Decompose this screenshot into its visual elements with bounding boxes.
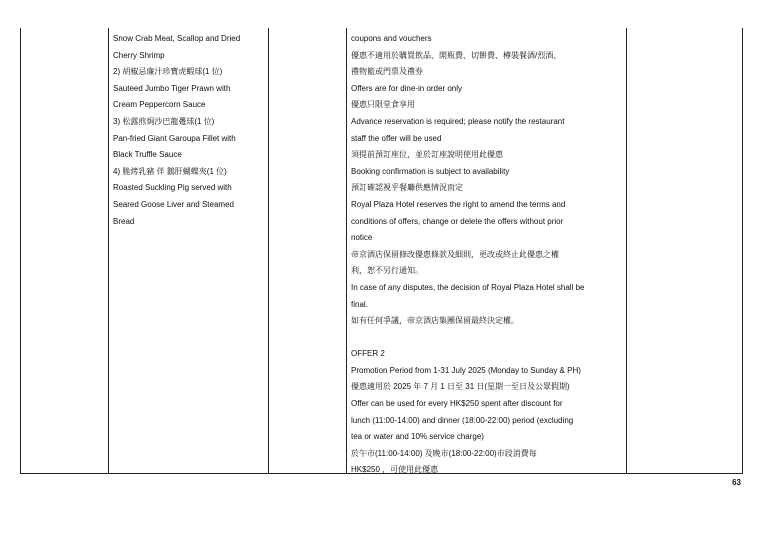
- text-line: Offers are for dine-in order only: [351, 83, 463, 93]
- text-line: Cream Peppercorn Sauce: [113, 100, 206, 110]
- menu-description-cell: [113, 31, 240, 230]
- text-line: 優惠只限堂食享用: [351, 100, 415, 110]
- text-line: 帝京酒店保留修改優惠條款及細則，更改或終止此優惠之權: [351, 249, 559, 259]
- text-line: Seared Goose Liver and Steamed: [113, 199, 234, 209]
- text-line: 預訂確認視乎餐廳供應情況而定: [351, 183, 463, 193]
- text-line: Black Truffle Sauce: [113, 150, 182, 160]
- text-line: OFFER 2: [351, 349, 385, 359]
- text-line: In case of any disputes, the decision of Royal Plaza Hotel shall be: [351, 282, 585, 292]
- text-line: 利，恕不另行通知。: [351, 266, 423, 276]
- text-line: 禮物籃或門票及禮券: [351, 67, 423, 77]
- text-line: Snow Crab Meat, Scallop and Dried: [113, 34, 241, 43]
- text-line: 如有任何爭議，帝京酒店集團保留最終決定權。: [351, 316, 519, 326]
- text-line: Bread: [113, 216, 135, 226]
- text-line: Sauteed Jumbo Tiger Prawn with: [113, 83, 231, 93]
- text-line: Pan-fried Giant Garoupa Fillet with: [113, 133, 236, 143]
- column-divider: [108, 28, 109, 474]
- page-number: 63: [732, 478, 741, 487]
- text-line: final.: [351, 299, 368, 309]
- column-divider: [268, 28, 269, 474]
- text-line: tea or water and 10% service charge): [351, 432, 484, 442]
- text-line: conditions of offers, change or delete the offers without prior: [351, 216, 564, 226]
- text-line: Cherry Shrimp: [113, 50, 165, 60]
- text-line: Promotion Period from 1-31 July 2025 (Monday to Sunday & PH): [351, 365, 581, 375]
- text-line: 優惠適用於 2025 年 7 月 1 日至 31 日(星期一至日及公眾假期): [351, 382, 570, 392]
- text-line: lunch (11:00-14:00) and dinner (18:00-22:00) period (excluding: [351, 415, 574, 425]
- text-line: staff the offer will be used: [351, 133, 442, 143]
- column-divider: [626, 28, 627, 474]
- text-line: 4) 脆烤乳豬 伴 鵝肝蝴蝶夾(1 位): [113, 166, 227, 176]
- text-line: Royal Plaza Hotel reserves the right to amend the terms and: [351, 199, 566, 209]
- text-line: 2) 胡椒忌廉汁珍寶虎蝦球(1 位): [113, 67, 223, 77]
- text-line: notice: [351, 233, 373, 243]
- text-line: Roasted Suckling Pig served with: [113, 183, 232, 193]
- text-line: HK$250 ，可使用此優惠: [351, 465, 439, 475]
- text-line: 於午市(11:00-14:00) 及晚市(18:00-22:00)市段消費每: [351, 448, 537, 458]
- column-divider: [346, 28, 347, 474]
- text-line: Offer can be used for every HK$250 spent after discount for: [351, 399, 563, 409]
- text-line: 優惠不適用於購買飲品、開瓶費、切餅費、樽裝餐酒/烈酒、: [351, 50, 562, 60]
- text-line: Advance reservation is required; please notify the restaurant: [351, 116, 565, 126]
- text-line: 須提前預訂座位，並於訂座說明使用此優惠: [351, 150, 503, 160]
- terms-conditions-cell: [351, 31, 584, 479]
- text-line: Booking confirmation is subject to availability: [351, 166, 510, 176]
- text-line: 3) 松露煎焗沙巴龍躉球(1 位): [113, 116, 215, 126]
- blank-line: [351, 330, 584, 347]
- text-line: coupons and vouchers: [351, 34, 432, 43]
